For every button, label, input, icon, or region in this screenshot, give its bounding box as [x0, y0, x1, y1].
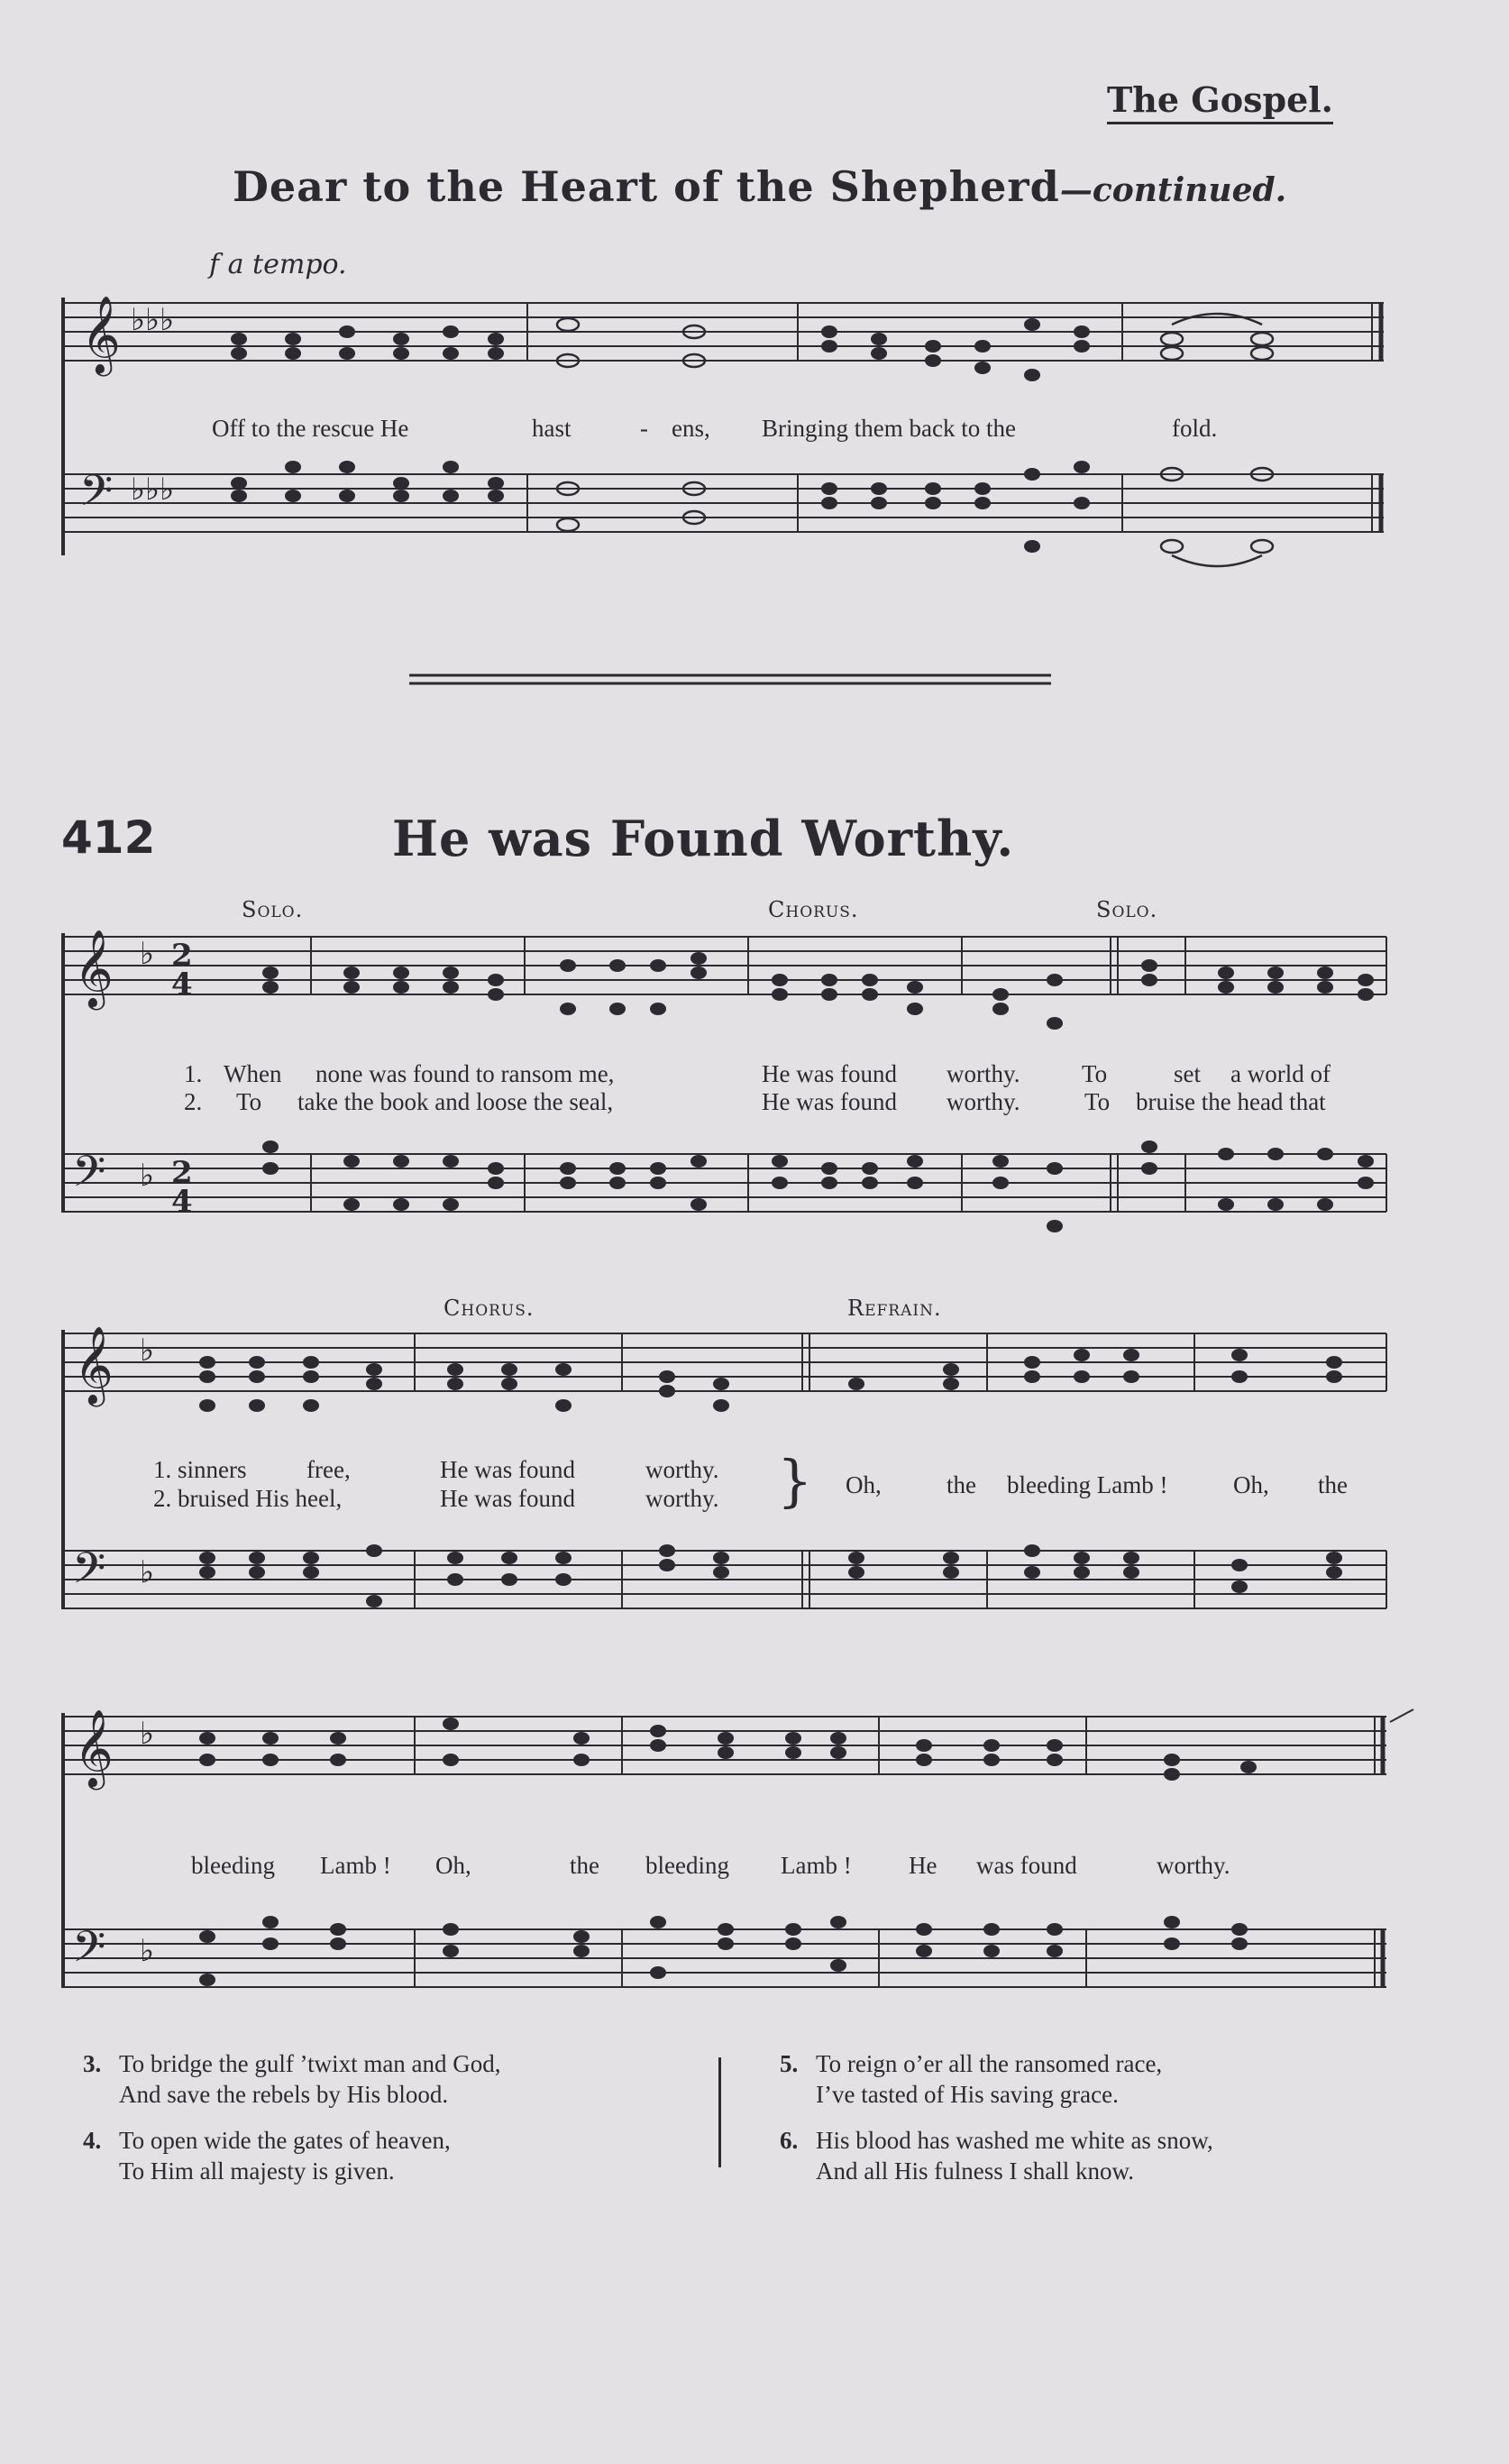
hymn-title: He was Found Worthy.	[392, 810, 1015, 867]
lyric-prev-4: ens,	[672, 415, 710, 442]
lyric-prev-6: fold.	[1172, 415, 1218, 442]
s1-v1-w3: He was found	[762, 1060, 897, 1087]
s3-w4: the	[570, 1852, 599, 1879]
verse-6-line-1: His blood has washed me white as snow,	[816, 2127, 1213, 2154]
verse-3-number: 3.	[83, 2050, 102, 2077]
svg-text:4: 4	[171, 966, 193, 1003]
marker-refrain: Refrain.	[847, 1296, 942, 1321]
svg-text:♭: ♭	[140, 936, 155, 972]
lyric-prev-1: Off to the rescue He	[212, 415, 409, 442]
s1-v2-w5: To	[1084, 1088, 1111, 1115]
s2-v2-w1: 2. bruised His heel,	[153, 1485, 343, 1512]
svg-text:4: 4	[171, 1184, 193, 1220]
lyric-prev-3: -	[640, 415, 648, 442]
verse-6-number: 6.	[780, 2127, 799, 2154]
svg-text:𝄞: 𝄞	[74, 1326, 114, 1404]
refrain-w4: Oh,	[1233, 1471, 1269, 1498]
svg-text:♭: ♭	[140, 1933, 155, 1969]
treble-staff-lines	[63, 303, 1384, 361]
previous-hymn-title	[233, 162, 1286, 211]
s3-w5: bleeding	[645, 1852, 729, 1879]
s1-v2-w6: bruise the head that	[1136, 1088, 1326, 1115]
s2-v1-w3: He was found	[440, 1456, 575, 1483]
s1-v2-w3: He was found	[762, 1088, 897, 1115]
verse-5-line-1: To reign o’er all the ransomed race,	[816, 2050, 1163, 2077]
svg-text:𝄞: 𝄞	[74, 930, 114, 1007]
dynamic-marking: f a tempo.	[209, 249, 347, 280]
s1-v2-w2: take the book and loose the seal,	[297, 1088, 614, 1115]
svg-text:2: 2	[171, 938, 193, 974]
verse-4-line-1: To open wide the gates of heaven,	[119, 2127, 451, 2154]
s1-v1-w7: a world of	[1230, 1060, 1331, 1087]
s2-v2-w3: worthy.	[645, 1485, 719, 1512]
svg-text:𝄢: 𝄢	[79, 465, 114, 527]
s1-v1-w2: none was found to ransom me,	[316, 1060, 615, 1087]
s1-v1-w1: When	[224, 1060, 282, 1087]
verse-4	[83, 2125, 451, 2186]
verse-column-divider	[718, 2057, 721, 2167]
svg-text:𝄢: 𝄢	[72, 1146, 106, 1207]
s1-v2-num: 2.	[184, 1088, 203, 1115]
s1-v2-w4: worthy.	[947, 1088, 1020, 1115]
verse-5-line-2: I’ve tasted of His saving grace.	[816, 2081, 1119, 2108]
verse-5-number: 5.	[780, 2050, 799, 2077]
s3-w3: Oh,	[435, 1852, 471, 1879]
previous-hymn-name: Dear to the Heart of the Shepherd	[233, 162, 1060, 211]
verse-6-line-2: And all His fulness I shall know.	[816, 2157, 1134, 2185]
s3-w6: Lamb !	[781, 1852, 852, 1879]
svg-text:♭♭♭: ♭♭♭	[131, 472, 175, 508]
s1-v1-w4: worthy.	[947, 1060, 1020, 1087]
s3-w8: was found	[976, 1852, 1077, 1879]
s3-w2: Lamb !	[320, 1852, 391, 1879]
svg-text:♭: ♭	[140, 1554, 155, 1590]
svg-text:𝄞: 𝄞	[81, 296, 121, 373]
s3-w9: worthy.	[1157, 1852, 1230, 1879]
s1-v1-w6: set	[1174, 1060, 1201, 1087]
refrain-w2: the	[947, 1471, 976, 1498]
s3-w1: bleeding	[191, 1852, 275, 1879]
lyric-prev-5: Bringing them back to the	[762, 415, 1016, 442]
svg-text:♭: ♭	[140, 1158, 155, 1194]
continued-label: —continued.	[1059, 171, 1287, 209]
s1-v2-w1: To	[236, 1088, 262, 1115]
marker-chorus-1: Chorus.	[768, 897, 859, 922]
s2-v1-w4: worthy.	[645, 1456, 719, 1483]
svg-text:2: 2	[171, 1155, 193, 1191]
svg-text:𝄢: 𝄢	[72, 1921, 106, 1983]
verse-3-line-1: To bridge the gulf ’twixt man and God,	[119, 2050, 501, 2077]
marker-chorus-2: Chorus.	[444, 1296, 535, 1321]
hymn-divider	[406, 671, 1055, 689]
marker-solo-1: Solo.	[242, 897, 304, 922]
refrain-w1: Oh,	[846, 1471, 882, 1498]
verse-4-number: 4.	[83, 2127, 102, 2154]
s3-w7: He	[909, 1852, 937, 1879]
svg-text:♭: ♭	[140, 1716, 155, 1752]
s2-v2-w2: He was found	[440, 1485, 575, 1512]
s2-v1-w1: 1. sinners	[153, 1456, 247, 1483]
svg-text:♭♭♭: ♭♭♭	[131, 302, 175, 338]
bass-staff-lines	[63, 474, 1384, 532]
svg-text:♭: ♭	[140, 1333, 155, 1369]
svg-text:𝄢: 𝄢	[72, 1543, 106, 1604]
refrain-w3: bleeding Lamb !	[1007, 1471, 1168, 1498]
svg-text:𝄞: 𝄞	[74, 1709, 114, 1787]
verse-brace: }	[777, 1448, 813, 1514]
hymn-number: 412	[61, 811, 156, 864]
verse-6	[780, 2125, 1213, 2186]
lyric-prev-2: hast	[532, 415, 572, 442]
marker-solo-2: Solo.	[1096, 897, 1158, 922]
verse-4-line-2: To Him all majesty is given.	[119, 2157, 395, 2185]
verse-5	[780, 2048, 1162, 2110]
verse-3	[83, 2048, 501, 2110]
s1-v1-w5: To	[1082, 1060, 1108, 1087]
section-label: The Gospel.	[1107, 79, 1333, 124]
refrain-w5: the	[1318, 1471, 1348, 1498]
s2-v1-w2: free,	[306, 1456, 351, 1483]
s1-v1-num: 1.	[184, 1060, 203, 1087]
verse-3-line-2: And save the rebels by His blood.	[119, 2081, 449, 2108]
